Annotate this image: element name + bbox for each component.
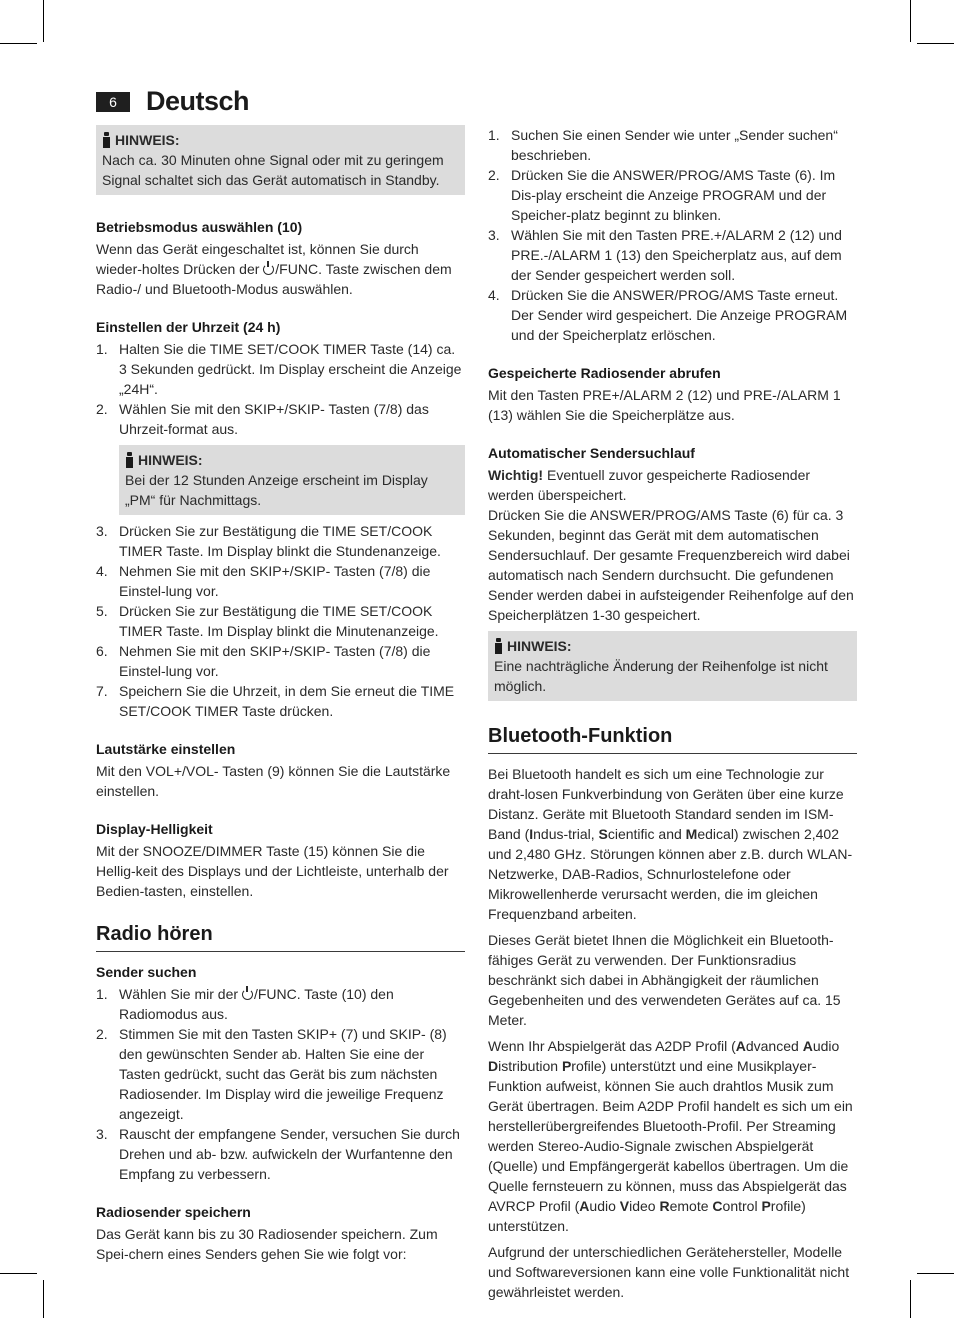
paragraph: Wichtig! Eventuell zuvor gespeicherte Radiosender werden überspeichert. [488, 467, 811, 503]
important-label: Wichtig! [488, 467, 544, 483]
note-box [96, 125, 465, 195]
power-icon [263, 264, 274, 275]
left-column [96, 125, 465, 1264]
note-box [488, 631, 857, 701]
list-item: 3. Drücken Sie zur Bestätigung die TIME SET/COOK TIMER Taste. Im Display blinkt die Stundenanzeige. [96, 523, 441, 559]
info-icon [494, 638, 503, 654]
crop-mark [917, 1273, 954, 1274]
paragraph: Mit der SNOOZE/DIMMER Taste (15) können Sie die Hellig-keit des Displays und der Lichtleiste, unterhalb der Bedien-tasten, einstellen. [96, 843, 449, 899]
steps-list [96, 339, 465, 439]
note-text: Nach ca. 30 Minuten ohne Signal oder mit zu geringem Signal schaltet sich das Gerät automatisch in Standby. [102, 152, 444, 188]
note-text: Eine nachträgliche Änderung der Reihenfolge ist nicht möglich. [494, 658, 828, 694]
list-item: 2. Drücken Sie die ANSWER/PROG/AMS Taste (6). Im Dis-play erscheint die Anzeige PROGRAM und der Speicher-platz beginnt zu blinken. [488, 167, 836, 223]
list-item: 5. Drücken Sie zur Bestätigung die TIME SET/COOK TIMER Taste. Im Display blinkt die Minutenanzeige. [96, 603, 439, 639]
crop-mark [910, 0, 911, 42]
paragraph: Das Gerät kann bis zu 30 Radiosender speichern. Zum Spei-chern eines Senders gehen Sie wie folgt vor: [96, 1226, 438, 1262]
paragraph: Drücken Sie die ANSWER/PROG/AMS Taste (6) für ca. 3 Sekunden, beginnt das Gerät mit dem automatischen Sendersuchlauf. Der gesamte Frequenzbereich wird dabei automatisch nach Sendern durchsucht. Die gefundenen Sender werden dabei in aufsteigender Reihenfolge auf den Speicherplätzen 1-30 gespeichert. [488, 507, 854, 623]
list-item: 2. Wählen Sie mit den SKIP+/SKIP- Tasten (7/8) das Uhrzeit-format aus. [96, 401, 429, 437]
subheading: Gespeicherte Radiosender abrufen [488, 365, 721, 381]
subheading: Display-Helligkeit [96, 821, 213, 837]
note-text: Bei der 12 Stunden Anzeige erscheint im Display „PM“ für Nachmittags. [125, 472, 428, 508]
list-item: 4. Nehmen Sie mit den SKIP+/SKIP- Tasten (7/8) die Einstel-lung vor. [96, 563, 431, 599]
list-item: 3. Wählen Sie mit den Tasten PRE.+/ALARM 2 (12) und PRE.-/ALARM 1 (13) den Speicherplatz aus, auf dem der Sender gespeichert werden soll. [488, 227, 842, 283]
power-icon [242, 989, 253, 1000]
paragraph: Dieses Gerät bietet Ihnen die Möglichkeit ein Bluetooth-fähiges Gerät zu verwenden. Der Funktionsradius beschränkt sich dabei in Abhängigkeit der räumlichen Gegebenheiten und des verwendeten Gerätes auf ca. 15 Meter. [488, 932, 841, 1028]
steps-list [96, 521, 465, 721]
steps-list [96, 984, 465, 1184]
note-heading: HINWEIS: [115, 132, 180, 148]
paragraph: Aufgrund der unterschiedlichen Gerätehersteller, Modelle und Softwareversionen kann eine volle Funktionalität nicht gewährleistet werden. [488, 1244, 850, 1300]
subheading: Lautstärke einstellen [96, 741, 236, 757]
list-item: 1. Suchen Sie einen Sender wie unter „Sender suchen“ beschrieben. [488, 127, 838, 163]
page-title: Deutsch [146, 86, 250, 116]
paragraph: Mit den Tasten PRE+/ALARM 2 (12) und PRE-/ALARM 1 (13) wählen Sie die Speicherplätze aus. [488, 387, 841, 423]
paragraph: Bei Bluetooth handelt es sich um eine Technologie zur draht-losen Funkverbindung von Geräten über eine kurze Distanz. Geräte mit Bluetooth Standard senden im ISM-Band (Indus-trial, Scientific and Medical) zwischen 2,402 und 2,480 GHz. Störungen können aber z.B. durch WLAN-Netzwerke, DAB-Radios, Schnurlostelefone oder Mikrowellenherde verursacht werden, die im gleichen Frequenzband arbeiten. [488, 766, 853, 922]
crop-mark [43, 1280, 44, 1318]
page-number: 6 [96, 92, 130, 112]
crop-mark [0, 1273, 37, 1274]
crop-mark [0, 43, 37, 44]
section-heading: Bluetooth-Funktion [488, 723, 857, 754]
crop-mark [910, 1280, 911, 1318]
paragraph: Mit den VOL+/VOL- Tasten (9) können Sie die Lautstärke einstellen. [96, 763, 451, 799]
steps-list [488, 125, 857, 345]
list-item: 3. Rauscht der empfangene Sender, versuchen Sie durch Drehen und ab- bzw. aufwickeln der Wurfantenne den Empfang zu verbessern. [96, 1126, 460, 1182]
crop-mark [917, 43, 954, 44]
crop-mark [43, 0, 44, 42]
list-item: 1. Halten Sie die TIME SET/COOK TIMER Taste (14) ca. 3 Sekunden gedrückt. Im Display erscheint die Anzeige „24H“. [96, 341, 462, 397]
list-item: 2. Stimmen Sie mit den Tasten SKIP+ (7) und SKIP- (8) den gewünschten Sender ab. Halten Sie eine der Tasten gedrückt, sucht das Gerät bis zum nächsten Radiosender. Im Display wird die jeweilige Frequenz angezeigt. [96, 1026, 447, 1122]
paragraph: Wenn das Gerät eingeschaltet ist, können Sie durch wieder-holtes Drücken der /FUNC. Taste zwischen dem Radio-/ und Bluetooth-Modus auswählen. [96, 241, 452, 297]
subheading: Radiosender speichern [96, 1204, 251, 1220]
subheading: Automatischer Sendersuchlauf [488, 445, 695, 461]
list-item: 1. Wählen Sie mir der /FUNC. Taste (10) den Radiomodus aus. [96, 986, 394, 1022]
paragraph: Wenn Ihr Abspielgerät das A2DP Profil (Advanced Audio Distribution Profile) unterstützt und eine Musikplayer-Funktion aufweist, können Sie auch drahtlos Musik zum Gerät übertragen. Beim A2DP Profil handelt es sich um ein herstellerübergreifendes Bluetooth-Profil. Per Streaming werden Stereo-Audio-Signale zwischen Abspielgerät (Quelle) und Empfängergerät kabellos übertragen. Um die Quelle fernsteuern zu können, muss das Abspielgerät das AVRCP Profil (Audio Video Remote Control Profile) unterstützen. [488, 1038, 853, 1234]
section-heading: Radio hören [96, 921, 465, 952]
list-item: 7. Speichern Sie die Uhrzeit, in dem Sie erneut die TIME SET/COOK TIMER Taste drücken. [96, 683, 455, 719]
note-heading: HINWEIS: [507, 638, 572, 654]
right-column [488, 125, 857, 1308]
list-item: 4. Drücken Sie die ANSWER/PROG/AMS Taste erneut. Der Sender wird gespeichert. Die Anzeige PROGRAM und der Speicherplatz erlöschen. [488, 287, 848, 343]
list-item: 6. Nehmen Sie mit den SKIP+/SKIP- Tasten (7/8) die Einstel-lung vor. [96, 643, 431, 679]
subheading: Einstellen der Uhrzeit (24 h) [96, 319, 281, 335]
info-icon [102, 132, 111, 148]
note-heading: HINWEIS: [138, 452, 203, 468]
subheading: Betriebsmodus auswählen (10) [96, 219, 303, 235]
subheading: Sender suchen [96, 964, 197, 980]
note-box [119, 445, 465, 515]
info-icon [125, 452, 134, 468]
